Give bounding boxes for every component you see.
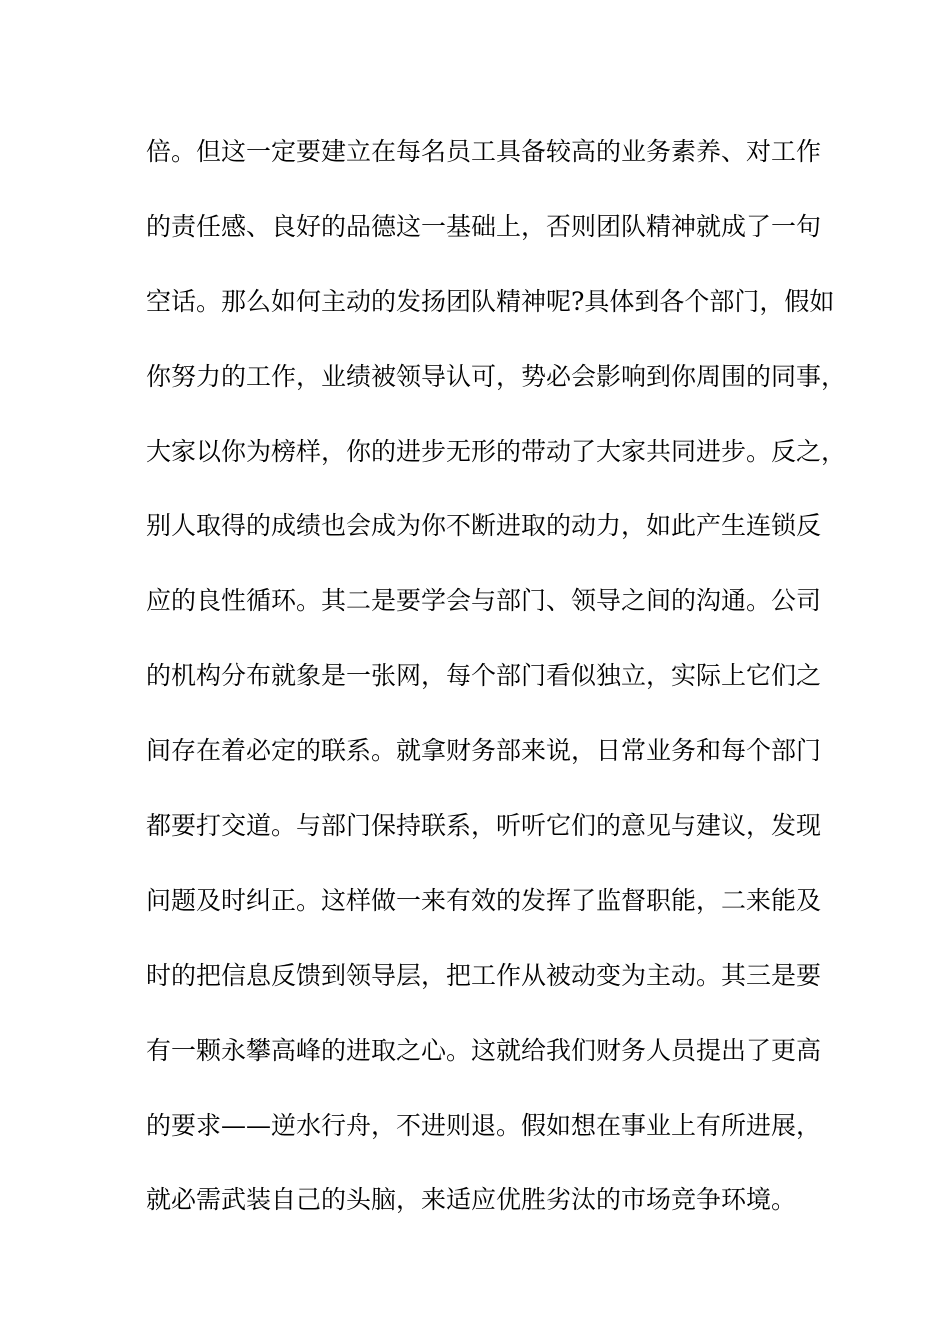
text-line-8: 的机构分布就象是一张网，每个部门看似独立，实际上它们之 [146,661,822,691]
text-line-7: 应的良性循环。其二是要学会与部门、领导之间的沟通。公司 [146,586,822,616]
text-line-4: 你努力的工作，业绩被领导认可，势必会影响到你周围的同事， [146,361,847,391]
text-line-3: 空话。那么如何主动的发扬团队精神呢?具体到各个部门，假如 [146,286,835,316]
text-line-12: 时的把信息反馈到领导层，把工作从被动变为主动。其三是要 [146,960,822,990]
text-line-11: 问题及时纠正。这样做一来有效的发挥了监督职能，二来能及 [146,885,822,915]
body-text [146,133,846,1256]
text-line-6: 别人取得的成绩也会成为你不断进取的动力，如此产生连锁反 [146,511,822,541]
text-line-13: 有一颗永攀高峰的进取之心。这就给我们财务人员提出了更高 [146,1035,822,1065]
text-line-15: 就必需武装自己的头脑，来适应优胜劣汰的市场竞争环境。 [146,1185,797,1215]
text-line-5: 大家以你为榜样，你的进步无形的带动了大家共同进步。反之， [146,436,847,466]
text-line-9: 间存在着必定的联系。就拿财务部来说，日常业务和每个部门 [146,736,822,766]
text-line-1: 倍。但这一定要建立在每名员工具备较高的业务素养、对工作 [146,137,822,166]
text-line-10: 都要打交道。与部门保持联系，听听它们的意见与建议，发现 [146,811,822,841]
text-line-14: 的要求——逆水行舟，不进则退。假如想在事业上有所进展， [146,1110,822,1140]
text-line-2: 的责任感、良好的品德这一基础上，否则团队精神就成了一句 [146,211,822,241]
